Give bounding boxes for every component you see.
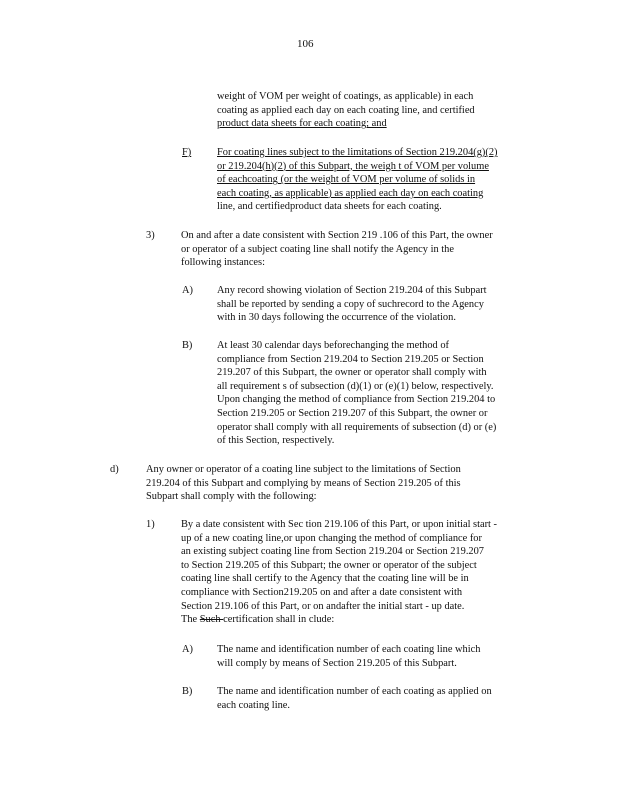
text-line: each coating, as applicable) as applied each day on each coating [217,187,484,199]
text-line: following instances: [181,257,265,269]
text-line: product data sheets for each coating; and [217,118,387,130]
text-line: The name and identification number of each coating line which [217,644,481,655]
text-line: For coating lines subject to the limitations of Section 219.204(g)(2) [217,147,498,158]
item-d1a-text [217,643,480,670]
text-line: Section 219.205 or Section 219.207 of this Subpart, the owner or [217,407,488,419]
text-fragment: certification shall in clude: [223,614,335,626]
text-line: On and after a date consistent with Section 219 .106 of this Part, the owner [181,230,493,241]
text-line: coating line shall certify to the Agency that the coating line will be in [181,573,469,585]
item-d1b-label: B) [182,686,193,697]
item-d1b-text [217,685,492,712]
text-line: an existing subject coating line from Section 219.204 or Section 219.207 [181,546,485,558]
text-line [181,613,497,627]
text-line: Upon changing the method of compliance from Section 219.204 to [217,394,496,406]
text-line: or operator of a subject coating line shall notify the Agency in the [181,243,454,255]
item-d1a-label: A) [182,644,193,655]
item-d1-text [181,518,497,627]
item-3a-text [217,284,487,325]
text-line: up of a new coating line,or upon changing the method of compliance for [181,532,482,544]
item-3b-text [217,339,496,448]
text-line: with in 30 days following the occurrence of the violation. [217,312,456,324]
item-3-text [181,229,493,270]
text-line: Any record showing violation of Section 219.204 of this Subpart [217,285,487,296]
text-line: At least 30 calendar days beforechanging the method of [217,340,449,351]
item-3b-label: B) [182,340,193,351]
text-line: 219.207 of this Subpart, the owner or operator shall comply with [217,367,487,379]
text-line: of this Section, respectively. [217,435,335,447]
text-line: Section 219.106 of this Part, or on andafter the initial start - up date. [181,600,465,612]
text-line: each coating line. [217,699,290,711]
text-line: By a date consistent with Sec tion 219.106 of this Part, or upon initial start - [181,519,498,530]
page-number: 106 [297,38,314,50]
text-fragment: The [181,614,200,626]
text-line: Subpart shall comply with the following: [146,491,317,503]
item-d-label: d) [110,464,119,475]
text-line: all requirement s of subsection (d)(1) or (e)(1) below, respectively. [217,380,494,392]
text-line: operator shall comply with all requirements of subsection (d) or (e) [217,421,497,433]
item-3a-label: A) [182,285,193,296]
text-line: compliance with Section219.205 on and after a date consistent with [181,586,463,598]
text-line: or 219.204(h)(2) of this Subpart, the weigh t of VOM per volume [217,160,489,172]
text-line: weight of VOM per weight of coatings, as applicable) in each [217,91,474,102]
text-line: The name and identification number of each coating as applied on [217,686,492,697]
struck-text: Such [199,614,224,626]
text-line: will comply by means of Section 219.205 of this Subpart. [217,657,457,669]
text-line: line, and certifiedproduct data sheets for each coating. [217,201,442,213]
item-3-label: 3) [146,230,155,241]
item-e-continuation [217,90,475,131]
text-line: to Section 219.205 of this Subpart; the owner or operator of the subject [181,559,477,571]
item-d1-label: 1) [146,519,155,530]
item-f-text [217,146,498,214]
text-line: of eachcoating (or the weight of VOM per volume of solids in [217,174,476,186]
text-line: 219.204 of this Subpart and complying by means of Section 219.205 of this [146,477,461,489]
text-line: shall be reported by sending a copy of suchrecord to the Agency [217,298,484,310]
item-f-label: F) [182,147,192,158]
text-line: compliance from Section 219.204 to Section 219.205 or Section [217,353,484,365]
text-line: coating as applied each day on each coating line, and certified [217,104,475,116]
item-d-text [146,463,461,504]
text-line: Any owner or operator of a coating line subject to the limitations of Section [146,464,461,475]
